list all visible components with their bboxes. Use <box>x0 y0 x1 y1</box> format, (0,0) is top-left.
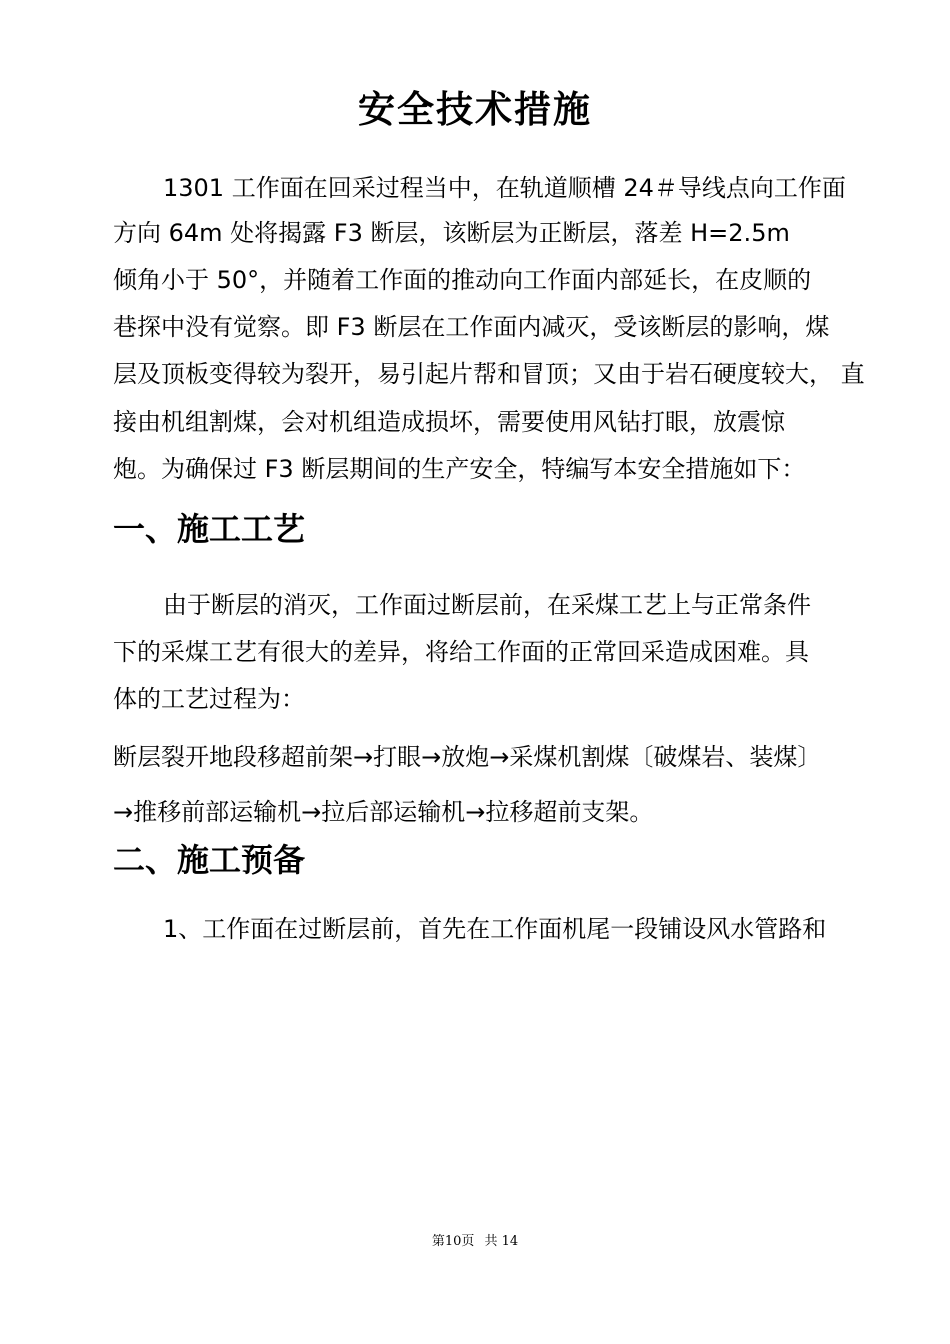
intro-line-2: 方向 64m 处将揭露 F3 断层，该断层为正断层，落差 H=2.5m <box>113 219 790 247</box>
section1-line-3: 体的工艺过程为： <box>113 685 305 713</box>
intro-line-4: 巷探中没有觉察。即 F3 断层在工作面内减灭，受该断层的影响，煤 <box>113 313 830 341</box>
document-title: 安全技术措施 <box>358 88 592 131</box>
section1-line-5: →推移前部运输机→拉后部运输机→拉移超前支架。 <box>113 798 654 826</box>
section1-line-2: 下的采煤工艺有很大的差异，将给工作面的正常回采造成困难。具 <box>113 638 809 666</box>
intro-line-6: 接由机组割煤，会对机组造成损坏，需要使用风钻打眼，放震惊 <box>113 408 785 436</box>
section-heading-construction-process: 一、施工工艺 <box>113 510 306 548</box>
intro-line-3: 倾角小于 50°，并随着工作面的推动向工作面内部延长，在皮顺的 <box>113 266 812 294</box>
page-footer <box>0 1232 950 1252</box>
section2-line-1: 1、工作面在过断层前，首先在工作面机尾一段铺设风水管路和 <box>163 915 827 943</box>
page-total: 共 14 <box>484 1234 519 1249</box>
intro-line-5: 层及顶板变得较为裂开，易引起片帮和冒顶；又由于岩石硬度较大， 直 <box>113 360 865 388</box>
section-heading-construction-preparation: 二、施工预备 <box>113 841 306 879</box>
page-number: 第10页 <box>431 1234 475 1249</box>
intro-line-7: 炮。为确保过 F3 断层期间的生产安全，特编写本安全措施如下： <box>113 455 806 483</box>
section1-line-4: 断层裂开地段移超前架→打眼→放炮→采煤机割煤〔破煤岩、装煤〕 <box>113 743 822 771</box>
section1-line-1: 由于断层的消灭，工作面过断层前，在采煤工艺上与正常条件 <box>163 591 811 619</box>
intro-line-1: 1301 工作面在回采过程当中，在轨道顺槽 24＃导线点向工作面 <box>163 174 846 202</box>
